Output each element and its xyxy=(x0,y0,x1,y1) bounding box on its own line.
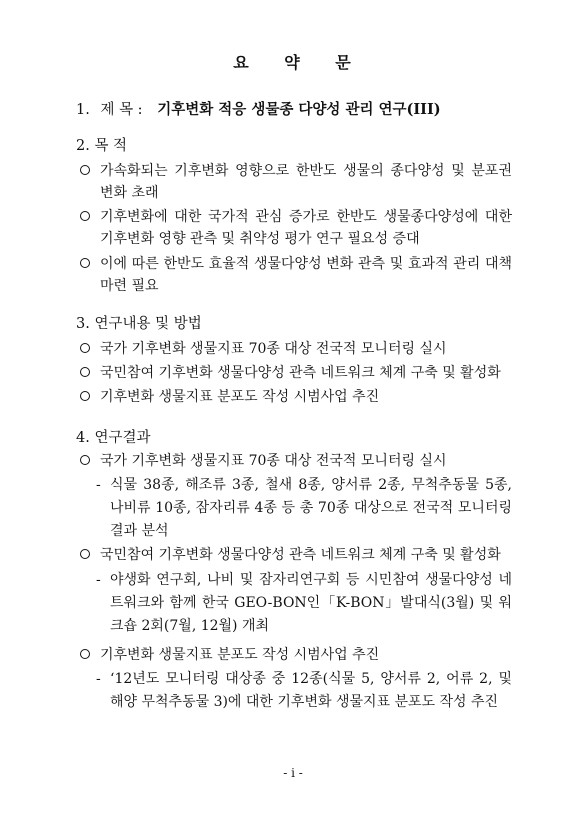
list-item xyxy=(80,362,512,384)
list-item xyxy=(80,450,512,472)
circle-bullet-icon xyxy=(80,549,90,559)
circle-bullet-icon xyxy=(80,391,90,401)
list-item-text: 국민참여 기후변화 생물다양성 관측 네트워크 체계 구축 및 활성화 xyxy=(100,365,501,381)
list-item-text: 가속화되는 기후변화 영향으로 한반도 생물의 종다양성 및 분포권 변화 초래 xyxy=(100,163,512,201)
dash-bullet: - xyxy=(96,477,101,493)
list-item xyxy=(96,569,512,638)
section-1-number: 1. xyxy=(76,102,90,118)
circle-bullet-icon xyxy=(80,649,90,659)
section-1-label: 제 목 : xyxy=(100,102,143,118)
section-2-heading: 2. 목 적 xyxy=(76,138,128,154)
dash-bullet: - xyxy=(96,671,101,687)
report-title: 기후변화 적응 생물종 다양성 관리 연구(III) xyxy=(157,101,441,118)
circle-bullet-icon xyxy=(80,343,90,353)
circle-bullet-icon xyxy=(80,165,90,175)
list-item xyxy=(80,206,512,250)
list-item-text: 기후변화에 대한 국가적 관심 증가로 한반도 생물종다양성에 대한 기후변화 영향 관측 및 취약성 평가 연구 필요성 증대 xyxy=(100,209,512,247)
list-item-text: 야생화 연구회, 나비 및 잠자리연구회 등 시민참여 생물다양성 네트워크와 함께 한국 GEO-BON인「K-BON」발대식(3월) 및 워크숍 2회(7월, 12월) 개최 xyxy=(110,572,512,634)
circle-bullet-icon xyxy=(80,258,90,268)
list-item-text: 국가 기후변화 생물지표 70종 대상 전국적 모니터링 실시 xyxy=(100,453,447,469)
list-item-text: 기후변화 생물지표 분포도 작성 시범사업 추진 xyxy=(100,647,380,663)
section-3-heading: 3. 연구내용 및 방법 xyxy=(76,316,202,332)
list-item xyxy=(80,544,512,566)
section-4-heading: 4. 연구결과 xyxy=(76,430,151,446)
list-item-text: 기후변화 생물지표 분포도 작성 시범사업 추진 xyxy=(100,389,380,405)
list-item xyxy=(80,338,512,360)
page-number: - i - xyxy=(283,766,303,780)
circle-bullet-icon xyxy=(80,455,90,465)
circle-bullet-icon xyxy=(80,367,90,377)
circle-bullet-icon xyxy=(80,211,90,221)
list-item xyxy=(80,644,512,666)
list-item-text: ‘12년도 모니터링 대상종 중 12종(식물 5, 양서류 2, 어류 2, 및 해양 무척추동물 3)에 대한 기후변화 생물지표 분포도 작성 추진 xyxy=(110,671,512,710)
list-item xyxy=(80,386,512,408)
list-item xyxy=(80,160,512,204)
list-item-text: 국가 기후변화 생물지표 70종 대상 전국적 모니터링 실시 xyxy=(100,341,447,357)
list-item-text: 국민참여 기후변화 생물다양성 관측 네트워크 체계 구축 및 활성화 xyxy=(100,547,501,563)
list-item-text: 식물 38종, 해조류 3종, 철새 8종, 양서류 2종, 무척추동물 5종, 나비류 10종, 잠자리류 4종 등 총 70종 대상으로 전국적 모니터링 결과 분석 xyxy=(110,477,512,539)
list-item-text: 이에 따른 한반도 효율적 생물다양성 변화 관측 및 효과적 관리 대책 마련 필요 xyxy=(100,256,512,294)
list-item xyxy=(96,474,512,543)
page-title: 요 약 문 xyxy=(233,53,353,72)
list-item xyxy=(96,668,512,714)
dash-bullet: - xyxy=(96,572,101,588)
section-1-title-line xyxy=(76,98,441,119)
list-item xyxy=(80,253,512,297)
